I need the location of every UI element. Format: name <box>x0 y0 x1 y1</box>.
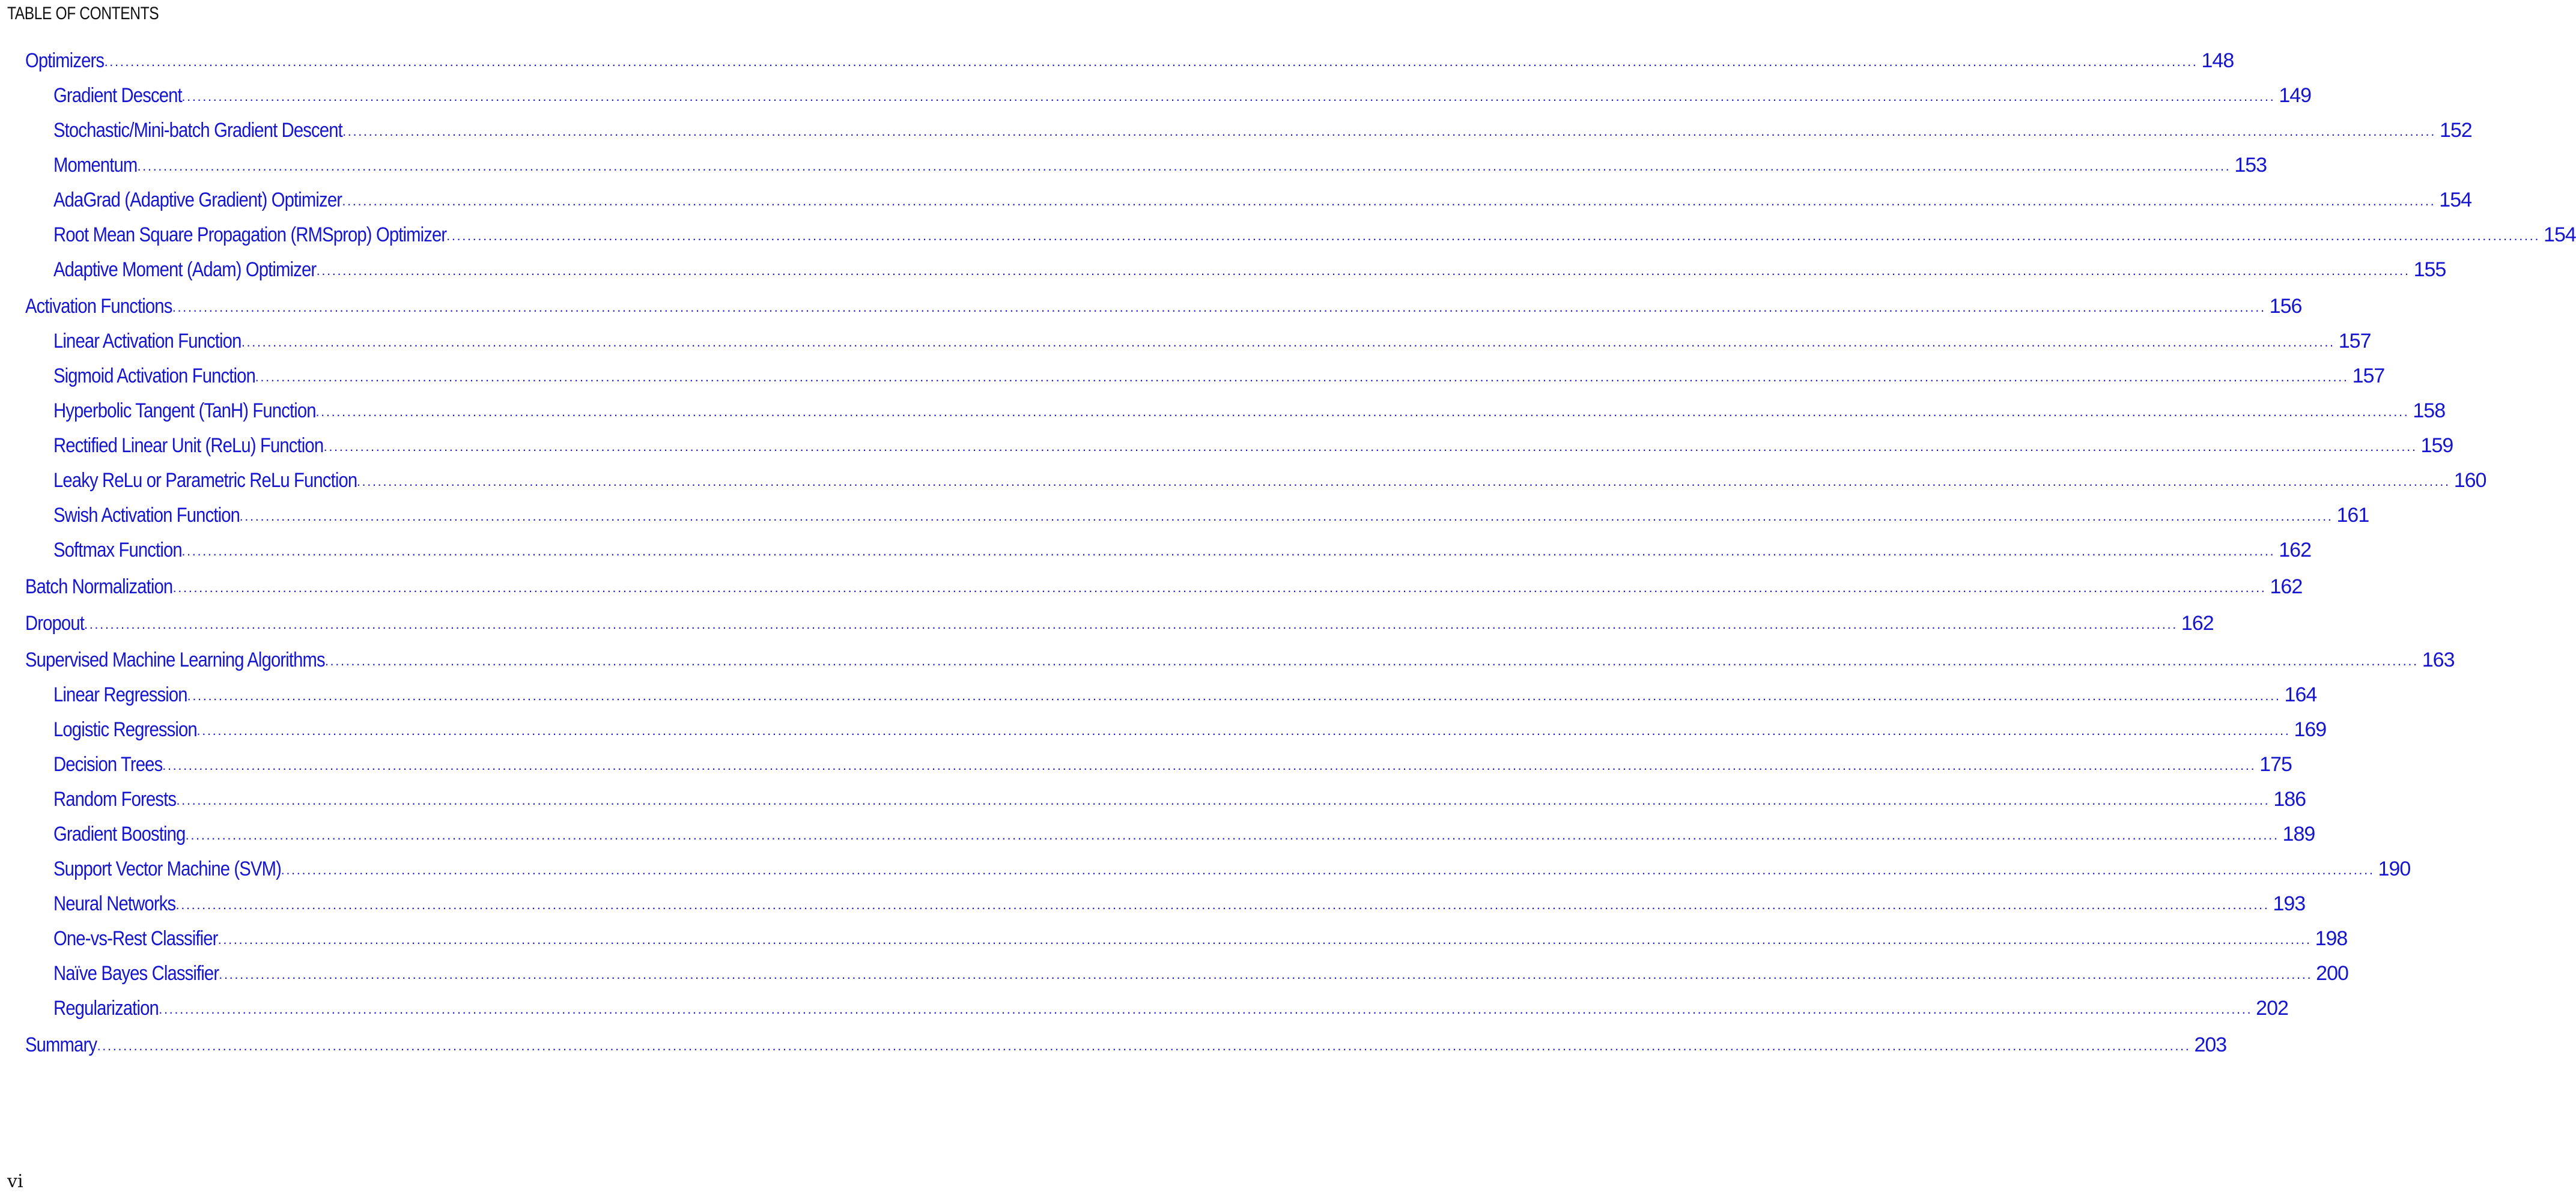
toc-entry-page: 193 <box>2273 892 2306 915</box>
toc-entry-page: 153 <box>2234 154 2267 177</box>
toc-entry-page: 164 <box>2284 683 2317 706</box>
toc-entry-section[interactable] <box>25 572 2303 599</box>
dot-leader: ................................................................................................................................................................................................................................................................................................................................................................................................................ <box>175 897 2270 912</box>
toc-entry-section[interactable] <box>25 1030 2227 1057</box>
toc-entry-page: 155 <box>2413 258 2446 281</box>
toc-entry-subsection[interactable] <box>53 750 2292 776</box>
toc-entry-subsection[interactable] <box>53 327 2371 353</box>
dot-leader: ................................................................................................................................................................................................................................................................................................................................................................................................................ <box>281 862 2375 877</box>
toc-entry-page: 200 <box>2316 962 2348 985</box>
toc-entry-subsection[interactable] <box>53 924 2348 951</box>
toc-entry-title: Decision Trees <box>53 753 163 776</box>
toc-entry-title: Supervised Machine Learning Algorithms <box>25 649 325 671</box>
toc-entry-subsection[interactable] <box>53 431 2453 458</box>
toc-entry-subsection[interactable] <box>53 151 2267 177</box>
toc-entry-subsection[interactable] <box>53 116 2472 142</box>
dot-leader: ................................................................................................................................................................................................................................................................................................................................................................................................................ <box>315 404 2410 419</box>
dot-leader: ................................................................................................................................................................................................................................................................................................................................................................................................................ <box>159 1002 2253 1017</box>
dot-leader: ................................................................................................................................................................................................................................................................................................................................................................................................................ <box>217 932 2312 947</box>
dot-leader: ................................................................................................................................................................................................................................................................................................................................................................................................................ <box>185 827 2279 843</box>
toc-entry-page: 154 <box>2439 189 2472 211</box>
toc-entry-title: Momentum <box>53 154 138 177</box>
toc-entry-subsection[interactable] <box>53 255 2446 282</box>
toc-entry-page: 159 <box>2420 434 2453 457</box>
dot-leader: ................................................................................................................................................................................................................................................................................................................................................................................................................ <box>181 89 2276 104</box>
dot-leader: ................................................................................................................................................................................................................................................................................................................................................................................................................ <box>255 369 2349 384</box>
toc-entry-title: Support Vector Machine (SVM) <box>53 858 281 880</box>
toc-entry-subsection[interactable] <box>53 785 2306 811</box>
toc-entry-subsection[interactable] <box>53 501 2369 527</box>
toc-entry-title: Rectified Linear Unit (ReLu) Function <box>53 434 324 457</box>
toc-entry-page: 156 <box>2269 295 2302 318</box>
dot-leader: ................................................................................................................................................................................................................................................................................................................................................................................................................ <box>356 474 2450 489</box>
toc-entry-page: 175 <box>2259 753 2292 776</box>
toc-entry-title: Dropout <box>25 612 85 635</box>
toc-entry-title: Linear Regression <box>53 683 187 706</box>
dot-leader: ................................................................................................................................................................................................................................................................................................................................................................................................................ <box>323 439 2417 454</box>
toc-entry-page: 149 <box>2279 84 2312 107</box>
toc-entry-title: Naïve Bayes Classifier <box>53 962 219 985</box>
toc-entry-page: 148 <box>2201 49 2234 72</box>
toc-entry-title: Summary <box>25 1033 97 1056</box>
toc-entry-subsection[interactable] <box>53 680 2317 707</box>
toc-entry-section[interactable] <box>25 609 2214 635</box>
dot-leader: ................................................................................................................................................................................................................................................................................................................................................................................................................ <box>84 617 2178 632</box>
dot-leader: ................................................................................................................................................................................................................................................................................................................................................................................................................ <box>137 159 2231 174</box>
dot-leader: ................................................................................................................................................................................................................................................................................................................................................................................................................ <box>172 580 2267 595</box>
dot-leader: ................................................................................................................................................................................................................................................................................................................................................................................................................ <box>316 263 2410 278</box>
toc-entry-title: Regularization <box>53 997 159 1020</box>
toc-entry-title: Gradient Boosting <box>53 823 186 846</box>
toc-entry-title: Neural Networks <box>53 892 176 915</box>
toc-entry-subsection[interactable] <box>53 220 2576 247</box>
dot-leader: ................................................................................................................................................................................................................................................................................................................................................................................................................ <box>219 967 2313 982</box>
toc-entry-title: Logistic Regression <box>53 718 197 741</box>
toc-entry-subsection[interactable] <box>53 959 2348 985</box>
toc-entry-page: 162 <box>2181 612 2214 635</box>
dot-leader: ................................................................................................................................................................................................................................................................................................................................................................................................................ <box>342 193 2436 208</box>
toc-entry-title: Linear Activation Function <box>53 330 242 352</box>
toc-entry-title: Batch Normalization <box>25 575 173 598</box>
toc-entry-page: 186 <box>2273 788 2306 811</box>
page-number: vi <box>7 1171 23 1192</box>
toc-entry-title: Softmax Function <box>53 539 182 561</box>
dot-leader: ................................................................................................................................................................................................................................................................................................................................................................................................................ <box>324 653 2419 668</box>
toc-entry-subsection[interactable] <box>53 81 2312 107</box>
toc-entry-subsection[interactable] <box>53 186 2472 212</box>
dot-leader: ................................................................................................................................................................................................................................................................................................................................................................................................................ <box>342 124 2436 139</box>
dot-leader: ................................................................................................................................................................................................................................................................................................................................................................................................................ <box>162 758 2256 773</box>
toc-entry-page: 162 <box>2270 575 2303 598</box>
dot-leader: ................................................................................................................................................................................................................................................................................................................................................................................................................ <box>241 334 2335 349</box>
dot-leader: ................................................................................................................................................................................................................................................................................................................................................................................................................ <box>196 723 2291 738</box>
toc-entry-page: 158 <box>2413 399 2446 422</box>
toc-entry-section[interactable] <box>25 46 2234 73</box>
toc-entry-title: Swish Activation Function <box>53 504 240 527</box>
toc-entry-page: 160 <box>2453 469 2486 492</box>
dot-leader: ................................................................................................................................................................................................................................................................................................................................................................................................................ <box>172 300 2266 315</box>
toc-entry-page: 203 <box>2194 1033 2227 1056</box>
toc-entry-title: Leaky ReLu or Parametric ReLu Function <box>53 469 357 492</box>
toc-entry-page: 157 <box>2338 330 2371 352</box>
toc-entry-title: Adaptive Moment (Adam) Optimizer <box>53 258 317 281</box>
toc-entry-page: 169 <box>2294 718 2327 741</box>
toc-entry-subsection[interactable] <box>53 362 2385 388</box>
toc-entry-section[interactable] <box>25 292 2302 318</box>
dot-leader: ................................................................................................................................................................................................................................................................................................................................................................................................................ <box>446 228 2541 243</box>
running-head: TABLE OF CONTENTS <box>7 4 159 23</box>
toc-entry-page: 152 <box>2439 119 2472 142</box>
toc-entry-subsection[interactable] <box>53 715 2327 742</box>
dot-leader: ................................................................................................................................................................................................................................................................................................................................................................................................................ <box>176 793 2270 808</box>
toc-entry-page: 154 <box>2544 223 2576 246</box>
toc-entry-subsection[interactable] <box>53 855 2411 881</box>
toc-entry-page: 202 <box>2256 997 2288 1020</box>
toc-entry-title: Random Forests <box>53 788 177 811</box>
toc-entry-title: Stochastic/Mini-batch Gradient Descent <box>53 119 342 142</box>
toc-entry-title: Root Mean Square Propagation (RMSprop) Optimizer <box>53 223 447 246</box>
toc-entry-title: Sigmoid Activation Function <box>53 365 255 387</box>
toc-entry-title: Hyperbolic Tangent (TanH) Function <box>53 399 316 422</box>
toc-entry-page: 163 <box>2422 649 2455 671</box>
toc-entry-title: One-vs-Rest Classifier <box>53 927 218 950</box>
toc-entry-page: 157 <box>2352 365 2385 387</box>
dot-leader: ................................................................................................................................................................................................................................................................................................................................................................................................................ <box>181 543 2276 558</box>
toc-entry-title: AdaGrad (Adaptive Gradient) Optimizer <box>53 189 342 211</box>
toc-entry-page: 189 <box>2282 823 2315 846</box>
toc-entry-title: Optimizers <box>25 49 105 72</box>
toc-entry-subsection[interactable] <box>53 994 2288 1020</box>
toc-entry-title: Activation Functions <box>25 295 172 318</box>
toc-entry-page: 162 <box>2279 539 2311 561</box>
toc-entry-page: 161 <box>2336 504 2369 527</box>
toc-entry-section[interactable] <box>25 646 2455 672</box>
toc-entry-subsection[interactable] <box>53 396 2446 423</box>
toc-entry-title: Gradient Descent <box>53 84 182 107</box>
toc-entry-page: 198 <box>2315 927 2348 950</box>
toc-entry-page: 190 <box>2378 858 2411 880</box>
dot-leader: ................................................................................................................................................................................................................................................................................................................................................................................................................ <box>104 54 2198 69</box>
toc-entry-subsection[interactable] <box>53 820 2315 846</box>
dot-leader: ................................................................................................................................................................................................................................................................................................................................................................................................................ <box>239 509 2333 524</box>
toc-entry-subsection[interactable] <box>53 466 2486 492</box>
dot-leader: ................................................................................................................................................................................................................................................................................................................................................................................................................ <box>187 688 2281 703</box>
toc-entry-subsection[interactable] <box>53 536 2311 562</box>
toc-entry-subsection[interactable] <box>53 889 2306 916</box>
dot-leader: ................................................................................................................................................................................................................................................................................................................................................................................................................ <box>97 1038 2191 1053</box>
